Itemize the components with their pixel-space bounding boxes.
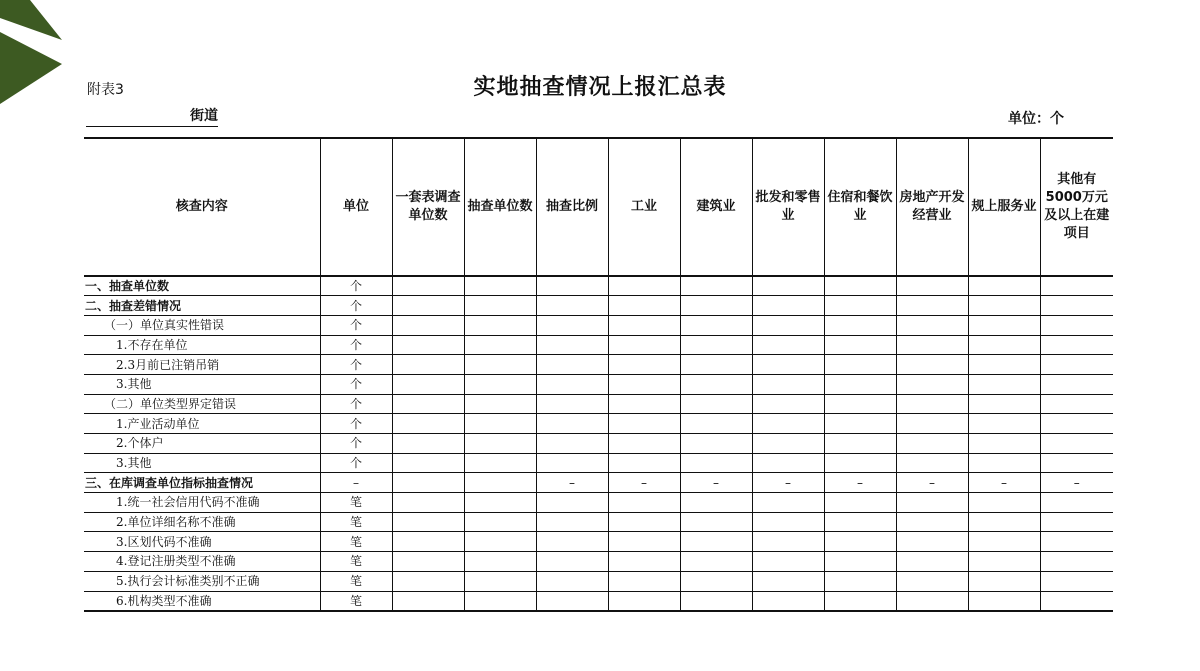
check-item-cell: 3.区划代码不准确 (84, 532, 320, 552)
value-cell[interactable] (536, 394, 608, 414)
table-row (84, 473, 1113, 493)
value-cell[interactable] (464, 335, 536, 355)
value-cell[interactable] (896, 296, 968, 316)
check-item-cell: 一、抽查单位数 (84, 276, 320, 296)
table-row (84, 355, 1113, 375)
value-cell[interactable] (896, 374, 968, 394)
value-cell[interactable] (968, 335, 1040, 355)
value-cell[interactable] (392, 394, 464, 414)
value-cell[interactable] (1040, 453, 1113, 473)
value-cell[interactable] (392, 453, 464, 473)
value-cell[interactable] (392, 532, 464, 552)
value-cell[interactable] (392, 276, 464, 296)
table-row (84, 493, 1113, 513)
check-item-cell: 4.登记注册类型不准确 (84, 552, 320, 572)
check-item-cell: 6.机构类型不准确 (84, 591, 320, 611)
value-cell[interactable] (680, 335, 752, 355)
value-cell[interactable] (608, 374, 680, 394)
value-cell[interactable] (968, 453, 1040, 473)
value-cell[interactable] (896, 434, 968, 454)
unit-label: 单位：个 (1008, 111, 1064, 127)
value-cell[interactable] (752, 276, 824, 296)
check-item-cell: 3.其他 (84, 453, 320, 473)
value-cell[interactable] (968, 591, 1040, 611)
value-cell[interactable] (536, 296, 608, 316)
value-cell[interactable] (536, 591, 608, 611)
unit-cell: 个 (320, 335, 392, 355)
value-cell[interactable] (896, 276, 968, 296)
unit-cell: 个 (320, 315, 392, 335)
value-cell[interactable] (824, 296, 896, 316)
unit-cell: 个 (320, 453, 392, 473)
table-row (84, 532, 1113, 552)
value-cell[interactable] (680, 394, 752, 414)
unit-cell: 个 (320, 414, 392, 434)
value-cell[interactable] (608, 512, 680, 532)
value-cell[interactable] (896, 591, 968, 611)
value-cell[interactable] (752, 296, 824, 316)
value-cell[interactable] (392, 434, 464, 454)
column-header: 单位 (320, 138, 392, 276)
column-header: 建筑业 (680, 138, 752, 276)
value-cell[interactable] (464, 315, 536, 335)
value-cell[interactable] (1040, 591, 1113, 611)
column-header: 规上服务业 (968, 138, 1040, 276)
column-header: 核查内容 (84, 138, 320, 276)
value-cell[interactable] (536, 532, 608, 552)
value-cell[interactable] (608, 552, 680, 572)
value-cell[interactable] (680, 493, 752, 513)
table-row (84, 276, 1113, 296)
value-cell[interactable] (752, 493, 824, 513)
value-cell[interactable] (824, 355, 896, 375)
value-cell[interactable] (968, 296, 1040, 316)
value-cell[interactable] (680, 355, 752, 375)
value-cell[interactable] (968, 276, 1040, 296)
column-header: 抽查比例 (536, 138, 608, 276)
value-cell[interactable] (1040, 276, 1113, 296)
value-cell[interactable] (896, 512, 968, 532)
check-item-cell: 三、在库调查单位指标抽查情况 (84, 473, 320, 493)
check-item-cell: （一）单位真实性错误 (84, 315, 320, 335)
value-cell[interactable] (824, 552, 896, 572)
value-cell[interactable] (752, 552, 824, 572)
value-cell[interactable] (536, 512, 608, 532)
value-cell[interactable] (680, 512, 752, 532)
value-cell[interactable] (1040, 512, 1113, 532)
value-cell[interactable] (392, 552, 464, 572)
value-cell[interactable] (824, 374, 896, 394)
value-cell[interactable] (392, 591, 464, 611)
check-item-cell: 二、抽查差错情况 (84, 296, 320, 316)
value-cell[interactable] (608, 355, 680, 375)
unit-cell: 个 (320, 296, 392, 316)
check-item-cell: 3.其他 (84, 374, 320, 394)
value-cell[interactable] (824, 512, 896, 532)
value-cell[interactable] (680, 414, 752, 434)
value-cell[interactable] (752, 414, 824, 434)
value-cell[interactable] (824, 571, 896, 591)
value-cell[interactable] (464, 374, 536, 394)
value-cell[interactable] (464, 296, 536, 316)
value-cell[interactable] (896, 571, 968, 591)
page-title: 实地抽查情况上报汇总表 (473, 75, 727, 100)
table-row (84, 296, 1113, 316)
value-cell[interactable] (968, 315, 1040, 335)
unit-cell: 笔 (320, 512, 392, 532)
value-cell[interactable] (536, 374, 608, 394)
value-cell[interactable] (464, 355, 536, 375)
value-cell[interactable] (608, 532, 680, 552)
value-cell[interactable] (1040, 315, 1113, 335)
value-cell[interactable] (1040, 335, 1113, 355)
value-cell[interactable] (608, 493, 680, 513)
value-cell[interactable] (896, 532, 968, 552)
unit-cell: – (320, 473, 392, 493)
value-cell[interactable] (752, 571, 824, 591)
value-cell[interactable]: – (608, 473, 680, 493)
value-cell[interactable] (392, 296, 464, 316)
value-cell[interactable] (392, 493, 464, 513)
value-cell[interactable] (464, 394, 536, 414)
value-cell[interactable] (680, 315, 752, 335)
value-cell[interactable] (1040, 434, 1113, 454)
value-cell[interactable] (608, 276, 680, 296)
value-cell[interactable] (1040, 493, 1113, 513)
value-cell[interactable] (968, 355, 1040, 375)
value-cell[interactable]: – (680, 473, 752, 493)
value-cell[interactable] (752, 315, 824, 335)
table-row (84, 591, 1113, 611)
value-cell[interactable] (824, 276, 896, 296)
value-cell[interactable] (1040, 355, 1113, 375)
value-cell[interactable] (752, 512, 824, 532)
value-cell[interactable] (824, 453, 896, 473)
value-cell[interactable] (680, 571, 752, 591)
value-cell[interactable] (392, 473, 464, 493)
value-cell[interactable] (536, 434, 608, 454)
unit-cell: 个 (320, 355, 392, 375)
street-label: 街道 (190, 108, 218, 124)
value-cell[interactable] (392, 315, 464, 335)
column-header: 抽查单位数 (464, 138, 536, 276)
value-cell[interactable] (536, 315, 608, 335)
appendix-label: 附表3 (87, 82, 124, 98)
unit-cell: 个 (320, 374, 392, 394)
value-cell[interactable] (896, 315, 968, 335)
value-cell[interactable] (1040, 552, 1113, 572)
value-cell[interactable] (968, 512, 1040, 532)
value-cell[interactable] (1040, 374, 1113, 394)
value-cell[interactable] (968, 394, 1040, 414)
column-header: 工业 (608, 138, 680, 276)
value-cell[interactable] (752, 434, 824, 454)
check-item-cell: 2.3月前已注销吊销 (84, 355, 320, 375)
value-cell[interactable] (680, 434, 752, 454)
value-cell[interactable] (896, 552, 968, 572)
value-cell[interactable] (968, 552, 1040, 572)
value-cell[interactable] (968, 414, 1040, 434)
column-header: 其他有5000万元及以上在建项目 (1040, 138, 1113, 276)
value-cell[interactable]: – (536, 473, 608, 493)
value-cell[interactable] (896, 414, 968, 434)
value-cell[interactable]: – (1040, 473, 1113, 493)
check-item-cell: 2.个体户 (84, 434, 320, 454)
unit-cell: 个 (320, 434, 392, 454)
value-cell[interactable] (464, 493, 536, 513)
value-cell[interactable] (536, 552, 608, 572)
value-cell[interactable] (1040, 532, 1113, 552)
value-cell[interactable] (608, 315, 680, 335)
value-cell[interactable] (608, 394, 680, 414)
unit-cell: 笔 (320, 532, 392, 552)
value-cell[interactable] (392, 374, 464, 394)
value-cell[interactable] (608, 591, 680, 611)
value-cell[interactable] (464, 414, 536, 434)
value-cell[interactable] (680, 532, 752, 552)
value-cell[interactable] (824, 493, 896, 513)
value-cell[interactable] (752, 591, 824, 611)
value-cell[interactable] (536, 355, 608, 375)
value-cell[interactable] (968, 571, 1040, 591)
value-cell[interactable] (608, 335, 680, 355)
check-item-cell: 2.单位详细名称不准确 (84, 512, 320, 532)
check-item-cell: 1.不存在单位 (84, 335, 320, 355)
value-cell[interactable] (824, 532, 896, 552)
value-cell[interactable] (608, 571, 680, 591)
value-cell[interactable] (824, 434, 896, 454)
table-row (84, 414, 1113, 434)
value-cell[interactable] (464, 512, 536, 532)
value-cell[interactable] (608, 453, 680, 473)
unit-cell: 个 (320, 394, 392, 414)
value-cell[interactable]: – (968, 473, 1040, 493)
value-cell[interactable] (1040, 414, 1113, 434)
value-cell[interactable] (824, 335, 896, 355)
value-cell[interactable] (464, 571, 536, 591)
value-cell[interactable] (392, 335, 464, 355)
value-cell[interactable] (536, 453, 608, 473)
unit-cell: 笔 (320, 571, 392, 591)
value-cell[interactable] (896, 335, 968, 355)
value-cell[interactable] (680, 552, 752, 572)
table-row (84, 394, 1113, 414)
value-cell[interactable] (1040, 296, 1113, 316)
check-item-cell: （二）单位类型界定错误 (84, 394, 320, 414)
value-cell[interactable]: – (752, 473, 824, 493)
value-cell[interactable] (464, 434, 536, 454)
value-cell[interactable] (752, 453, 824, 473)
check-item-cell: 5.执行会计标准类别不正确 (84, 571, 320, 591)
value-cell[interactable] (392, 512, 464, 532)
value-cell[interactable] (824, 315, 896, 335)
unit-cell: 笔 (320, 591, 392, 611)
value-cell[interactable] (392, 414, 464, 434)
value-cell[interactable] (680, 296, 752, 316)
table-row (84, 453, 1113, 473)
column-header: 批发和零售业 (752, 138, 824, 276)
check-item-cell: 1.产业活动单位 (84, 414, 320, 434)
value-cell[interactable] (680, 276, 752, 296)
value-cell[interactable] (896, 453, 968, 473)
check-item-cell: 1.统一社会信用代码不准确 (84, 493, 320, 513)
street-field (86, 108, 218, 127)
value-cell[interactable] (536, 276, 608, 296)
value-cell[interactable] (896, 493, 968, 513)
value-cell[interactable]: – (896, 473, 968, 493)
value-cell[interactable] (464, 591, 536, 611)
value-cell[interactable] (968, 532, 1040, 552)
value-cell[interactable] (824, 414, 896, 434)
value-cell[interactable] (464, 552, 536, 572)
column-header: 房地产开发经营业 (896, 138, 968, 276)
table-row (84, 315, 1113, 335)
value-cell[interactable] (392, 355, 464, 375)
value-cell[interactable] (752, 532, 824, 552)
value-cell[interactable] (752, 394, 824, 414)
table-row (84, 374, 1113, 394)
value-cell[interactable] (1040, 571, 1113, 591)
value-cell[interactable] (968, 493, 1040, 513)
table-row (84, 512, 1113, 532)
value-cell[interactable] (608, 414, 680, 434)
value-cell[interactable] (464, 532, 536, 552)
value-cell[interactable] (896, 394, 968, 414)
value-cell[interactable] (680, 591, 752, 611)
value-cell[interactable] (680, 453, 752, 473)
value-cell[interactable] (536, 414, 608, 434)
table-row (84, 434, 1113, 454)
value-cell[interactable] (392, 571, 464, 591)
value-cell[interactable]: – (824, 473, 896, 493)
unit-cell: 笔 (320, 552, 392, 572)
column-header: 一套表调查单位数 (392, 138, 464, 276)
table-header-row (84, 138, 1113, 276)
value-cell[interactable] (968, 374, 1040, 394)
value-cell[interactable] (752, 355, 824, 375)
value-cell[interactable] (752, 374, 824, 394)
column-header: 住宿和餐饮业 (824, 138, 896, 276)
value-cell[interactable] (464, 453, 536, 473)
value-cell[interactable] (608, 434, 680, 454)
report-table (84, 137, 1113, 612)
value-cell[interactable] (536, 493, 608, 513)
table-row (84, 335, 1113, 355)
value-cell[interactable] (896, 355, 968, 375)
value-cell[interactable] (464, 276, 536, 296)
value-cell[interactable] (824, 591, 896, 611)
value-cell[interactable] (464, 473, 536, 493)
value-cell[interactable] (680, 374, 752, 394)
value-cell[interactable] (536, 571, 608, 591)
value-cell[interactable] (824, 394, 896, 414)
unit-cell: 笔 (320, 493, 392, 513)
table-row (84, 571, 1113, 591)
value-cell[interactable] (608, 296, 680, 316)
value-cell[interactable] (1040, 394, 1113, 414)
value-cell[interactable] (968, 434, 1040, 454)
unit-cell: 个 (320, 276, 392, 296)
value-cell[interactable] (536, 335, 608, 355)
table-row (84, 552, 1113, 572)
value-cell[interactable] (752, 335, 824, 355)
